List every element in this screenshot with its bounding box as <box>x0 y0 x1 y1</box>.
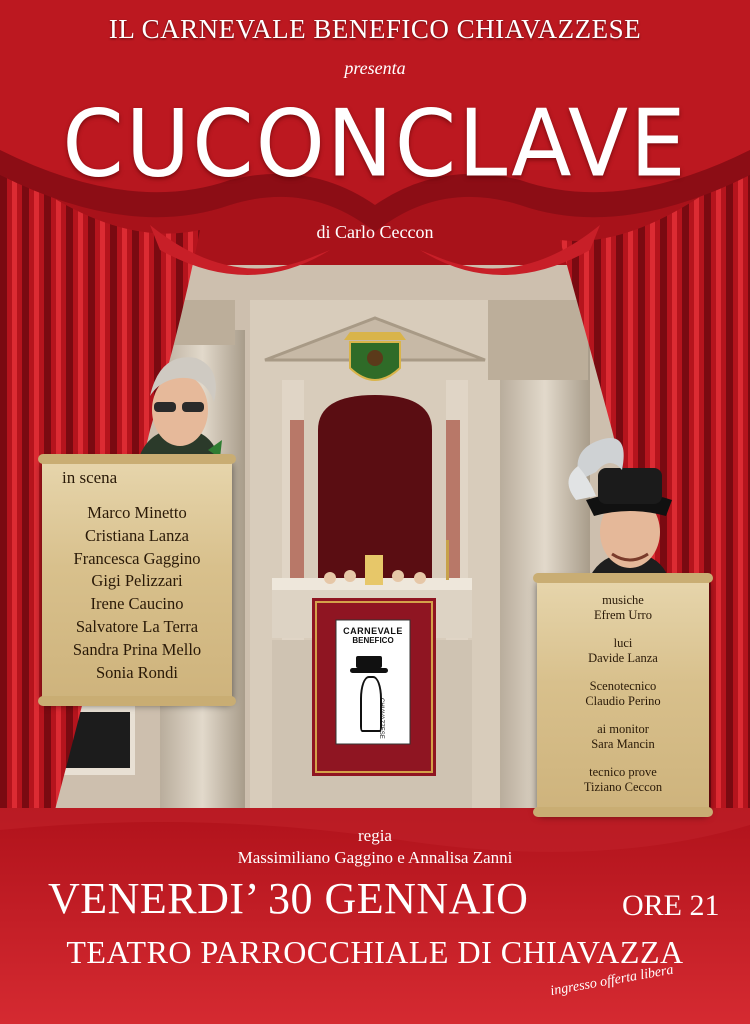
crew-entry <box>537 765 709 795</box>
cast-member: Gigi Pelizzari <box>91 571 183 591</box>
crew-name: Efrem Urro <box>594 608 652 622</box>
banner-side-text: CHIAVAZZESE <box>378 698 384 739</box>
direction-names: Massimiliano Gaggino e Annalisa Zanni <box>237 848 513 867</box>
cast-member: Marco Minetto <box>87 503 187 522</box>
crew-entry <box>537 722 709 752</box>
drawing-body <box>360 676 382 732</box>
crew-entry <box>537 679 709 709</box>
event-venue: TEATRO PARROCCHIALE DI CHIAVAZZA <box>66 934 684 970</box>
crew-role: luci <box>613 636 633 650</box>
banner-line-2: BENEFICO <box>352 636 394 645</box>
crew-name: Claudio Perino <box>585 694 661 708</box>
crew-name: Tiziano Ceccon <box>583 780 663 794</box>
admission-note: ingresso offerta libera <box>549 962 675 1000</box>
cast-list <box>42 502 232 684</box>
top-hat-key-drawing-icon <box>356 656 382 668</box>
top-hat-brim <box>350 668 388 673</box>
tapestry-banner <box>336 626 410 744</box>
crew-entry <box>537 593 709 623</box>
cast-member: Salvatore La Terra <box>75 616 199 636</box>
crew-list <box>537 593 709 808</box>
cast-member: Sandra Prina Mello <box>72 639 202 659</box>
cast-scroll <box>42 458 232 702</box>
cast-member: Cristiana Lanza <box>85 525 189 545</box>
presents-text: presenta <box>344 58 406 78</box>
crew-role: musiche <box>602 593 644 607</box>
direction-label: regia <box>358 826 392 845</box>
crew-scroll <box>537 577 709 813</box>
event-time: ORE 21 <box>622 889 720 922</box>
crew-role: tecnico prove <box>589 765 657 779</box>
crew-name: Davide Lanza <box>588 651 658 665</box>
crew-name: Sara Mancin <box>591 737 655 751</box>
cast-member: Sonia Rondi <box>95 662 179 682</box>
show-title: CUCONCLAVE <box>62 89 688 198</box>
crew-role: ai monitor <box>597 722 649 736</box>
banner-line-1: CARNEVALE <box>343 626 403 636</box>
cast-member: Irene Caucino <box>90 594 184 614</box>
event-date: VENERDI’ 30 GENNAIO <box>48 874 529 923</box>
crew-entry <box>537 636 709 666</box>
cast-member: Francesca Gaggino <box>73 548 201 568</box>
author-credit: di Carlo Ceccon <box>316 222 434 242</box>
cast-heading: in scena <box>62 468 118 487</box>
organizer-title: IL CARNEVALE BENEFICO CHIAVAZZESE <box>108 14 642 44</box>
crew-role: Scenotecnico <box>589 679 657 693</box>
